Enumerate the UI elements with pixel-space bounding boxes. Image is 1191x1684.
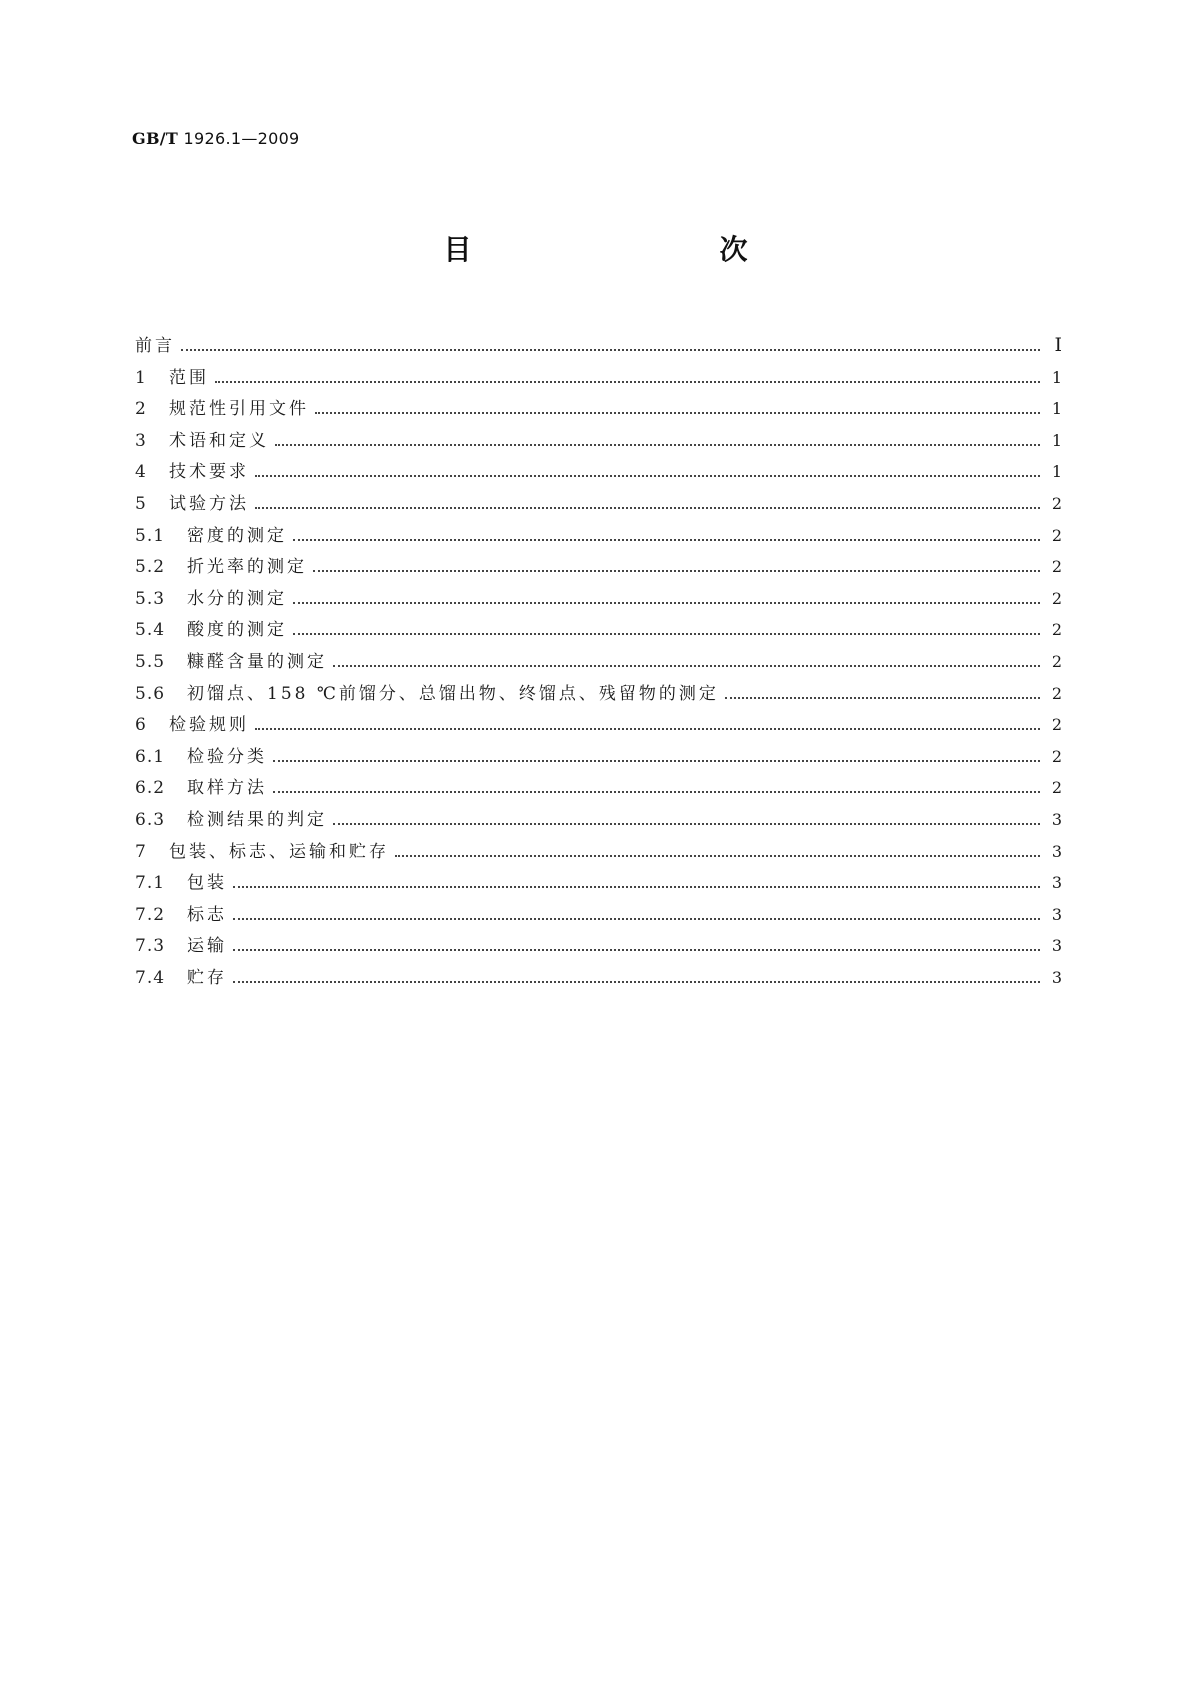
toc-entry-title: 检验分类 (187, 746, 267, 767)
toc-entry-title: 运输 (187, 936, 227, 957)
toc-entry-number: 5.2 (135, 557, 166, 578)
toc-entry-page-number: 2 (1051, 715, 1062, 735)
page-title: 目 次 (443, 233, 812, 266)
toc-entry[interactable] (135, 867, 1062, 899)
toc-entry-number: 7.3 (135, 936, 166, 957)
dot-leader (315, 412, 1040, 414)
dot-leader (233, 886, 1040, 888)
toc-entry-number: 5.1 (135, 525, 166, 546)
toc-entry-number: 7.1 (135, 873, 166, 894)
toc-entry[interactable] (135, 899, 1062, 931)
toc-entry-title: 检测结果的判定 (187, 809, 327, 830)
toc-entry-page-number: 2 (1051, 683, 1062, 703)
toc-entry-number: 6.3 (135, 809, 166, 830)
standard-code (132, 129, 300, 148)
toc-entry-number: 5.5 (135, 651, 166, 672)
toc-entry-title: 包装、标志、运输和贮存 (169, 841, 389, 862)
toc-entry[interactable] (135, 425, 1062, 457)
toc-entry-page-number: 3 (1051, 873, 1062, 893)
dot-leader (293, 633, 1040, 635)
toc-entry[interactable] (135, 962, 1062, 994)
toc-entry[interactable] (135, 741, 1062, 773)
toc-entry[interactable] (135, 646, 1062, 678)
toc-entry-title: 包装 (187, 873, 227, 894)
toc-entry-title: 密度的测定 (187, 525, 287, 546)
toc-entry-page-number: 1 (1051, 430, 1062, 450)
standard-prefix: GB/T (132, 129, 179, 148)
toc-entry-page-number: 3 (1051, 936, 1062, 956)
dot-leader (293, 602, 1040, 604)
toc-entry-page-number: 1 (1051, 399, 1062, 419)
toc-entry-page-number: 1 (1051, 462, 1062, 482)
toc-entry-page-number: 2 (1051, 746, 1062, 766)
toc-entry-page-number: 3 (1051, 967, 1062, 987)
toc-entry[interactable] (135, 709, 1062, 741)
toc-entry[interactable] (135, 614, 1062, 646)
toc-entry-page-number: 1 (1051, 367, 1062, 387)
toc-entry-title: 水分的测定 (187, 588, 287, 609)
toc-entry[interactable] (135, 393, 1062, 425)
toc-entry-number: 1 (135, 367, 147, 388)
toc-entry-title: 折光率的测定 (187, 557, 307, 578)
toc-entry-title: 取样方法 (187, 778, 267, 799)
toc-entry-number: 3 (135, 430, 147, 451)
toc-entry-number: 4 (135, 462, 147, 483)
standard-number: 1926.1—2009 (183, 129, 300, 148)
toc-entry[interactable] (135, 520, 1062, 552)
dot-leader (333, 823, 1040, 825)
dot-leader (333, 665, 1040, 667)
toc-entry-title: 糠醛含量的测定 (187, 651, 327, 672)
toc-entry[interactable] (135, 456, 1062, 488)
toc-entry-number: 5.3 (135, 588, 166, 609)
dot-leader (255, 475, 1040, 477)
toc-entry-title: 试验方法 (169, 493, 249, 514)
toc-entry[interactable] (135, 362, 1062, 394)
toc-entry-number: 5.4 (135, 620, 166, 641)
toc-entry-title: 初馏点、158 ℃前馏分、总馏出物、终馏点、残留物的测定 (187, 683, 719, 704)
toc-entry-title: 贮存 (187, 967, 227, 988)
toc-entry-page-number: 2 (1051, 620, 1062, 640)
toc-entry-title: 规范性引用文件 (169, 399, 309, 420)
dot-leader (255, 728, 1040, 730)
toc-entry-page-number: 2 (1051, 493, 1062, 513)
toc-entry-page-number: 2 (1051, 588, 1062, 608)
toc-entry[interactable] (135, 330, 1062, 362)
toc-entry[interactable] (135, 678, 1062, 710)
toc-entry-title: 检验规则 (169, 715, 249, 736)
toc-entry[interactable] (135, 488, 1062, 520)
toc-entry-title: 标志 (187, 904, 227, 925)
toc-entry[interactable] (135, 804, 1062, 836)
toc-entry[interactable] (135, 772, 1062, 804)
dot-leader (233, 949, 1040, 951)
dot-leader (273, 760, 1040, 762)
dot-leader (215, 381, 1040, 383)
toc-entry-number: 5 (135, 493, 147, 514)
toc-entry-number: 6.2 (135, 778, 166, 799)
toc-entry[interactable] (135, 836, 1062, 868)
toc-entry[interactable] (135, 551, 1062, 583)
dot-leader (725, 697, 1040, 699)
table-of-contents (135, 330, 1062, 993)
toc-entry-page-number: 2 (1051, 525, 1062, 545)
dot-leader (233, 981, 1040, 983)
dot-leader (395, 855, 1040, 857)
dot-leader (255, 507, 1040, 509)
toc-entry-number: 6.1 (135, 746, 166, 767)
dot-leader (181, 349, 1040, 351)
toc-entry[interactable] (135, 930, 1062, 962)
toc-entry-number: 5.6 (135, 683, 166, 704)
toc-entry-number: 7.4 (135, 967, 166, 988)
toc-entry-page-number: 2 (1051, 557, 1062, 577)
toc-entry-number: 7 (135, 841, 147, 862)
toc-entry-title: 范围 (169, 367, 209, 388)
toc-entry-number: 6 (135, 715, 147, 736)
toc-entry-page-number: 2 (1051, 778, 1062, 798)
dot-leader (293, 539, 1040, 541)
toc-entry-page-number: Ⅰ (1054, 334, 1062, 356)
toc-entry-number: 7.2 (135, 904, 166, 925)
dot-leader (273, 791, 1040, 793)
toc-entry-title: 术语和定义 (169, 430, 269, 451)
toc-entry-page-number: 2 (1051, 651, 1062, 671)
dot-leader (313, 570, 1040, 572)
toc-entry-title: 酸度的测定 (187, 620, 287, 641)
dot-leader (233, 918, 1040, 920)
toc-entry-title: 前言 (135, 336, 175, 356)
toc-entry-title: 技术要求 (169, 462, 249, 483)
toc-entry[interactable] (135, 583, 1062, 615)
dot-leader (275, 444, 1040, 446)
toc-entry-page-number: 3 (1051, 841, 1062, 861)
toc-entry-page-number: 3 (1051, 904, 1062, 924)
toc-entry-page-number: 3 (1051, 809, 1062, 829)
toc-entry-number: 2 (135, 399, 147, 420)
